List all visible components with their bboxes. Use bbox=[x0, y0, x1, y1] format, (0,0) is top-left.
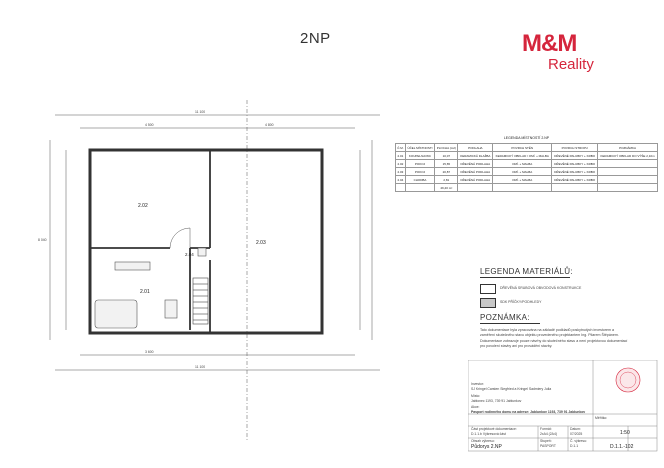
room-code-2-03: 2.03 bbox=[256, 240, 266, 246]
part: D.1.1.b Výkresová část bbox=[471, 432, 506, 436]
brand-name-sub: Reality bbox=[548, 56, 594, 73]
dimension-bottom: 11 100 bbox=[195, 365, 206, 369]
table-cell: KOUPELNA/WC bbox=[405, 152, 434, 160]
table-cell: DŘEVĚNÉ PALUBKY + KRBO bbox=[552, 160, 598, 168]
room-code-2-02: 2.02 bbox=[138, 203, 148, 209]
table-cell: DŘEVĚNÉ PALUBKY + KRBO bbox=[552, 168, 598, 176]
place: Jablonec 1193, 739 91 Jablunkov bbox=[471, 399, 522, 403]
scale-label: Měřítko: bbox=[595, 416, 608, 420]
investor: SJ Kringel Carsten Siegfried a Kringel Sadmiery Julia bbox=[471, 387, 552, 391]
number-label: Č. výkresu: bbox=[570, 439, 587, 443]
date-label: Datum: bbox=[570, 427, 581, 431]
table-cell: OMÍ. + MALBA bbox=[493, 168, 552, 176]
title-block-frame bbox=[468, 360, 658, 452]
table-cell bbox=[598, 168, 658, 176]
table-cell: CHODBA bbox=[405, 176, 434, 184]
note-title: POZNÁMKA: bbox=[480, 313, 530, 322]
investor-label: Investor: bbox=[471, 382, 485, 386]
room-legend-table bbox=[395, 143, 658, 192]
col-header: ÚČEL MÍSTNOSTI bbox=[405, 144, 434, 152]
table-row bbox=[396, 176, 658, 184]
stage: Pasport rodinného domu na adrese: Jablunkov 1193, 739 91 Jablunkov bbox=[471, 410, 586, 414]
material-legend-title: LEGENDA MATERIÁLŮ: bbox=[480, 267, 573, 276]
col-header: POVRCH STĚN bbox=[493, 144, 552, 152]
col-header: Č.M. bbox=[397, 145, 404, 150]
drawing: Půdorys 2.NP bbox=[471, 444, 502, 450]
scale: 1:50 bbox=[620, 430, 630, 436]
table-cell: OMÍ. + MALBA bbox=[493, 176, 552, 184]
dimension-inner-b: 3 600 bbox=[145, 350, 154, 354]
material-label: SDK PŘÍČKY/PODHLEDY bbox=[500, 300, 542, 304]
note-text: Tato dokumentace byla zpracována na základě podkladů poskytnutých investorem a zaměření skutečného stavu objektu provedeného projektantem Ing. Pilarem Štěpánem. Dokumentace zobrazuje pouze návrhy do skutečného stavu a není projektovou dokumentací pro povolení stavby ani pro provádění stavby. bbox=[480, 328, 628, 349]
date: 07/2025 bbox=[570, 432, 583, 436]
table-cell: DŘEVĚNÁ PODLAHA bbox=[458, 176, 493, 184]
table-row bbox=[396, 160, 658, 168]
stage2-label: Stupeň: bbox=[540, 439, 552, 443]
col-header: PODLAHA bbox=[458, 144, 493, 152]
dimension-inner-a: 4 500 bbox=[145, 123, 154, 127]
table-cell: DŘEVĚNÁ PODLAHA bbox=[458, 160, 493, 168]
table-cell: KERAMICKÝ OBKLAD DO VÝŠE 2,10m bbox=[598, 152, 658, 160]
legend-table-title: LEGENDA MÍSTNOSTÍ 2.NP bbox=[503, 136, 550, 140]
dimension-inner-c: 4 800 bbox=[265, 123, 274, 127]
table-cell: 2.01 bbox=[397, 153, 404, 158]
table-cell bbox=[598, 176, 658, 184]
part-label: Část projektové dokumentace: bbox=[471, 427, 517, 431]
col-header: POVRCH STROPU bbox=[552, 144, 598, 152]
table-cell: DŘEVĚNÁ PODLAHA bbox=[458, 168, 493, 176]
table-cell: POKOJ bbox=[405, 168, 434, 176]
table-cell bbox=[598, 160, 658, 168]
table-cell: 10,07 bbox=[435, 152, 458, 160]
version: D.1.1 bbox=[570, 444, 579, 448]
drawing-label: Obsah výkresu: bbox=[471, 439, 495, 443]
brand-name-main: M&M bbox=[522, 30, 577, 57]
table-cell: DŘEVĚNÉ PALUBKY + KRBO bbox=[552, 152, 598, 160]
table-cell: DŘEVĚNÉ PALUBKY + KRBO bbox=[552, 176, 598, 184]
stage2: PASPORT bbox=[540, 444, 556, 448]
divider bbox=[480, 277, 570, 278]
table-row bbox=[396, 168, 658, 176]
material-label: DŘEVĚNÁ SRUBOVÁ OBVODOVÁ KONSTRUKCE bbox=[500, 286, 582, 290]
col-header: PLOCHA (m2) bbox=[435, 144, 458, 152]
table-cell: 2.02 bbox=[397, 161, 404, 166]
drawing-number: D.1.1.-102 bbox=[610, 444, 634, 450]
table-cell: 2.04 bbox=[397, 177, 404, 182]
dimension-side: 8 040 bbox=[38, 238, 47, 242]
table-row bbox=[396, 152, 658, 160]
format-label: Formát: bbox=[540, 427, 552, 431]
table-cell: KERAMICKÁ DLAŽBA bbox=[458, 152, 493, 160]
table-cell: KERAMICKÝ OBKLAD / OMÍ. + MALBA bbox=[493, 152, 552, 160]
divider bbox=[480, 323, 540, 324]
table-cell: 2,81 bbox=[435, 176, 458, 184]
material-swatch-wood bbox=[480, 284, 496, 294]
place-label: Místo: bbox=[471, 394, 481, 398]
table-total: 49,40 m² bbox=[435, 184, 458, 192]
table-cell: POKOJ bbox=[405, 160, 434, 168]
dimension-top: 11 100 bbox=[195, 110, 206, 114]
room-code-2-01: 2.01 bbox=[140, 289, 150, 295]
table-cell: 15,65 bbox=[435, 160, 458, 168]
material-swatch-sdk bbox=[480, 298, 496, 308]
table-cell: OMÍ. + MALBA bbox=[493, 160, 552, 168]
room-code-2-04: 2.04 bbox=[185, 252, 194, 257]
format: 2xA4 (2A4) bbox=[540, 432, 557, 436]
table-cell: 20,87 bbox=[435, 168, 458, 176]
col-header: POZNÁMKA bbox=[598, 144, 658, 152]
table-cell: 2.03 bbox=[397, 169, 404, 174]
floor-label: 2NP bbox=[300, 30, 331, 47]
stage-label: Akce: bbox=[471, 405, 480, 409]
table-row-total bbox=[396, 184, 658, 192]
